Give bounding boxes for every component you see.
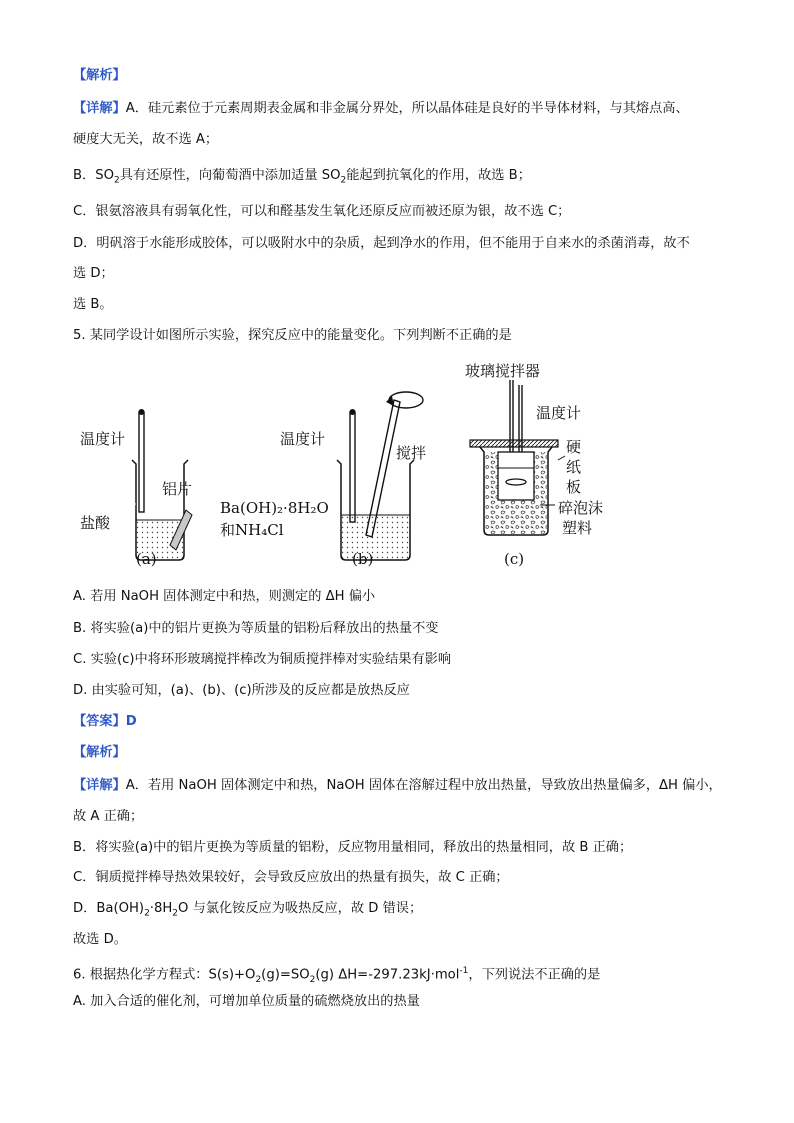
explanation-line: C．银氨溶液具有弱氧化性，可以和醛基发生氧化还原反应而被还原为银，故不选 C； bbox=[73, 204, 571, 219]
label-a-thermometer: 温度计 bbox=[80, 430, 126, 448]
option-b: B. 将实验(a)中的铝片更换为等质量的铝粉后释放出的热量不变 bbox=[73, 621, 439, 636]
explanation-line bbox=[73, 776, 754, 796]
explanation-text: A．硅元素位于元素周期表金属和非金属分界处，所以晶体硅是良好的半导体材料，与其熔点高、 bbox=[125, 101, 689, 116]
answer: 【答案】D bbox=[73, 714, 137, 729]
label-c-board-2: 纸 bbox=[566, 458, 582, 476]
explanation-line: 选 B。 bbox=[73, 297, 113, 312]
explanation-heading-1: 【解析】 bbox=[73, 68, 126, 83]
label-a-aluminium: 铝片 bbox=[162, 480, 193, 498]
question-6-option-a: A. 加入合适的催化剂，可增加单位质量的硫燃烧放出的热量 bbox=[73, 994, 420, 1009]
detail-tag: 【详解】 bbox=[73, 101, 126, 116]
explanation-line: D．明矾溶于水能形成胶体，可以吸附水中的杂质，起到净水的作用，但不能用于自来水的杀菌消毒，故不 bbox=[73, 236, 690, 251]
explanation-text: A．若用 NaOH 固体测定中和热，NaOH 固体在溶解过程中放出热量，导致放出热量偏多，ΔH 偏小， bbox=[125, 778, 722, 793]
explanation-line: C．铜质搅拌棒导热效果较好，会导致反应放出的热量有损失，故 C 正确； bbox=[73, 870, 509, 885]
label-b-reagent-2: 和NH₄Cl bbox=[220, 521, 284, 539]
explanation-line: 故 A 正确； bbox=[73, 809, 144, 824]
explanation-line: 硬度大无关，故不选 A； bbox=[73, 132, 219, 147]
explanation-line: B．$SO_2$具有还原性，向葡萄酒中添加适量 $SO_2$能起到抗氧化的作用，故选 B； bbox=[73, 168, 531, 186]
label-c-board-1: 硬 bbox=[566, 438, 582, 456]
option-d: D. 由实验可知，(a)、(b)、(c)所涉及的反应都是放热反应 bbox=[73, 683, 410, 698]
question-5: 5. 某同学设计如图所示实验，探究反应中的能量变化。下列判断不正确的是 bbox=[73, 328, 512, 343]
option-a: A. 若用 NaOH 固体测定中和热，则测定的 ΔH 偏小 bbox=[73, 589, 376, 604]
label-b-thermometer: 温度计 bbox=[280, 430, 326, 448]
explanation-line: B．将实验(a)中的铝片更换为等质量的铝粉，反应物用量相同，释放出的热量相同，故 B 正确； bbox=[73, 840, 633, 855]
explanation-line bbox=[73, 99, 754, 119]
label-b-reagent-1: Ba(OH)₂·8H₂O bbox=[220, 499, 329, 517]
apparatus-b bbox=[337, 392, 423, 560]
label-c-foam-2: 塑料 bbox=[562, 519, 593, 537]
label-a-acid: 盐酸 bbox=[80, 514, 111, 532]
label-b: (b) bbox=[352, 550, 374, 568]
label-b-stir: 搅拌 bbox=[396, 444, 427, 462]
label-c-board-3: 板 bbox=[566, 478, 582, 496]
label-c: (c) bbox=[504, 550, 525, 568]
experiment-figure bbox=[70, 360, 650, 575]
label-c-foam-1: 碎泡沫 bbox=[558, 499, 604, 517]
label-c-stirrer: 玻璃搅拌器 bbox=[465, 362, 541, 380]
question-6: 6. 根据热化学方程式：$S(s)+O_2(g)=SO_2(g)$ ΔH=-297.23kJ·mol$^{-1}$，下列说法不正确的是 bbox=[73, 966, 601, 986]
explanation-heading-2: 【解析】 bbox=[73, 745, 126, 760]
label-a: (a) bbox=[136, 550, 157, 568]
option-c: C. 实验(c)中将环形玻璃搅拌棒改为铜质搅拌棒对实验结果有影响 bbox=[73, 652, 452, 667]
detail-tag: 【详解】 bbox=[73, 778, 126, 793]
explanation-line: 故选 D。 bbox=[73, 932, 127, 947]
explanation-line: 选 D； bbox=[73, 266, 114, 281]
explanation-line: D．$Ba(OH)_2\cdot 8H_2O$ 与氯化铵反应为吸热反应，故 D 错误； bbox=[73, 901, 423, 919]
label-c-thermometer: 温度计 bbox=[536, 404, 582, 422]
